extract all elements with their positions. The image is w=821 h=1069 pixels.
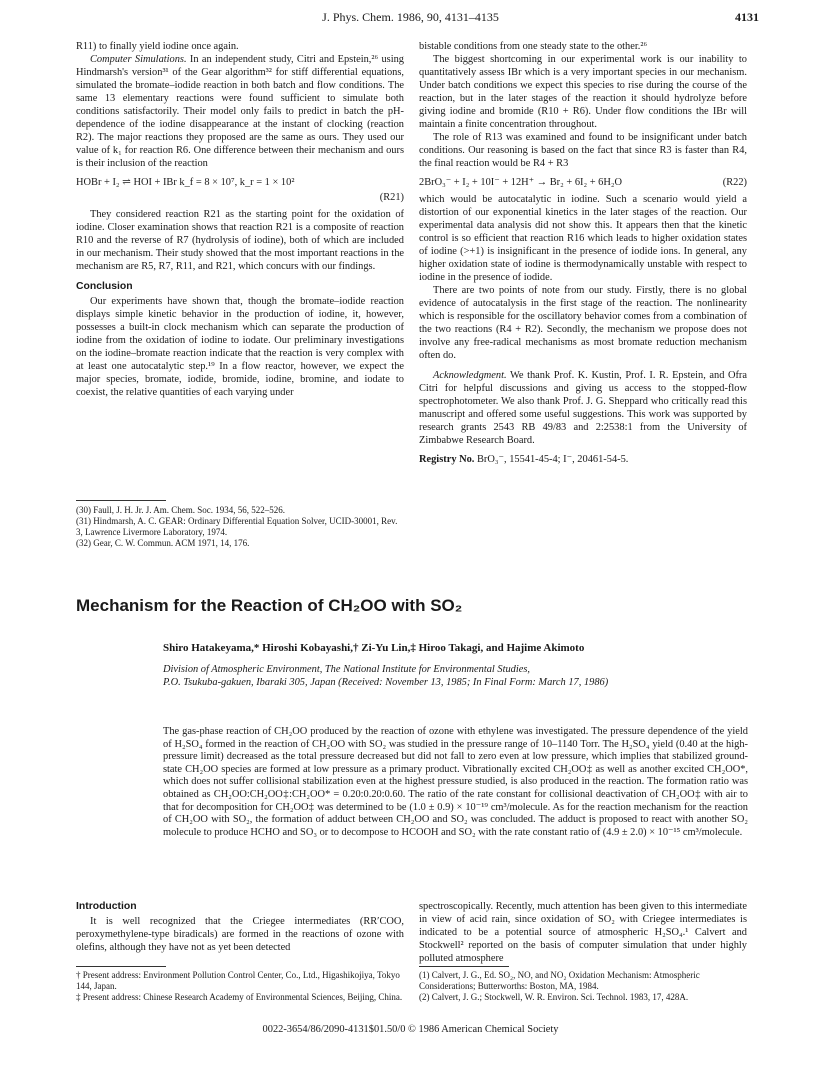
registry-label: Registry No. <box>419 454 475 465</box>
footnotes <box>76 966 404 1003</box>
divider <box>76 966 166 967</box>
paragraph: Our experiments have shown that, though the bromate–iodide reaction displays simple kinetic behavior in the production of iodine, it, however, possesses a built-in clock mechanism which can separate the production of iodine from the oxidation of iodine to iodate. Our preliminary investigations on the iodine–bromate reaction indicate that the reaction is very complex with at least one autocatalytic step.¹⁹ In a flow reactor, however, we expect the major species, bromate, iodide, bromide, iodine, bromine, and iodate to coexist, the relative quantities of each varying under <box>76 296 404 398</box>
section-heading: Conclusion <box>76 281 133 292</box>
introduction-references <box>419 966 747 1003</box>
equation-label: (R21) <box>379 192 404 203</box>
registry-numbers <box>419 453 747 466</box>
reference: (30) Faull, J. H. Jr. J. Am. Chem. Soc. 1934, 56, 522–526. <box>76 505 286 515</box>
paragraph: spectroscopically. Recently, much attention has been given to this intermediate in view of acid rain, since oxidation of SO₂ with Criegee intermediates is indicated to be a potential source of atmospheric H₂SO₄.¹ Calvert and Stockwell² reported on the basis of computer simulation that under highly polluted atmosphere <box>419 901 747 964</box>
paragraph: which would be autocatalytic in iodine. Such a scenario would yield a distortion of our exponential kinetics in the later stages of the reaction. Our experimental data analysis did not show this. It appears then that the kinetic control is so efficient that reaction R16 which leads to higher oxidation states of iodine (>+1) is insignificant in the presence of iodide ions. In general, any higher oxidation state of iodine is thermodynamically unstable with respect to iodine in the presence of iodide. <box>419 194 747 283</box>
references-block <box>76 500 404 549</box>
paragraph: The role of R13 was examined and found to be insignificant under batch conditions. Our reasoning is based on the fact that since R3 is faster than R4, the final reaction would be R4 + R3 <box>419 132 747 169</box>
section-heading: Introduction <box>76 901 137 912</box>
paragraph-text: We thank Prof. K. Kustin, Prof. I. R. Epstein, and Ofra Citri for helpful discussions and giving us access to the stopped-flow spectrophotometer. We also thank Prof. J. G. Sheppard who critically read this manuscript and offered some useful suggestions. This work was supported by research grants 2543 RB 49/83 and 2:2538:1 from the University of Zimbabwe Research Board. <box>419 370 747 446</box>
left-column <box>76 40 404 399</box>
abstract: The gas-phase reaction of CH₂OO produced by the reaction of ozone with ethylene was investigated. The pressure dependence of the yield of H₂SO₄ formed in the reaction of CH₂OO with SO₂ was studied in the pressure range of 10–1140 Torr. The H₂SO₄ yield (0.40 at the high-pressure limit) decreased as the total pressure decreased but did not fall to zero even at low pressure, which implies that stabilized ground-state CH₂OO species are formed at low pressure as a primary product. Vibrationally excited CH₂OO‡ as well as another excited CH₂OO*, which does not suffer collisional stabilization even at the highest pressure studied, is also produced in the reaction. The formation ratio was obtained as CH₂OO:CH₂OO‡:CH₂OO* = 0.20:0.20:0.60. The ratio of the rate constant for collisional deactivation of CH₂OO‡ with air to that for decomposition for CH₂OO‡ was determined to be (1.0 ± 0.9) × 10⁻¹⁹ cm³/molecule. As for the reaction mechanism for the reaction of CH₂OO with SO₂, the formation of adduct between CH₂OO and SO₂ was concluded. The adduct is proposed to react with another SO₂ molecule to produce HCHO and SO₃ or to decompose to HCOOH and SO₂ with the rate constant ratio of (4.9 ± 2.0) × 10⁻¹⁵ cm³/molecule. <box>163 726 748 838</box>
paragraph: R11) to finally yield iodine once again. <box>76 41 239 52</box>
run-in-heading: Acknowledgment. <box>433 370 507 381</box>
divider <box>76 500 166 501</box>
divider <box>419 966 509 967</box>
paragraph: It is well recognized that the Criegee intermediates (RR′COO, peroxymethylene-type biradicals) are formed in the reactions of ozone with olefins, although they have not as yet been detected <box>76 916 404 953</box>
equation-r22 <box>419 176 747 189</box>
copyright-line: 0022-3654/86/2090-4131$01.50/0 © 1986 American Chemical Society <box>262 1024 559 1035</box>
paragraph: They considered reaction R21 as the starting point for the oxidation of iodine. Closer examination shows that reaction R21 is a composite of reaction R10 and the reverse of R7 (hydrolysis of iodine), both of which are included in our mechanism. Their study showed that the most important reactions in the mechanism are R5, R7, R11, and R21, which concurs with our findings. <box>76 209 404 272</box>
page-number: 4131 <box>735 10 759 24</box>
paragraph-text: In an independent study, Citri and Epstein,²⁶ using Hindmarsh's version³¹ of the Gear algorithm³² for stiff differential equations, simulated the bromate–iodide reaction in both batch and flow conditions. The same 13 elementary reactions were found sufficient to simulate both conditions satisfactorily. Their model only fails to predict in batch the pH-dependence of the iodine disappearance at the instant of clocking (reaction R2). The major reactions they proposed are the same as ours. They used our value of k₁ for reaction R6. One difference between their mechanism and ours is their inclusion of the reaction <box>76 54 404 169</box>
registry-text: BrO₃⁻, 15541-45-4; I⁻, 20461-54-5. <box>474 454 629 465</box>
right-column <box>419 40 747 466</box>
reference: (32) Gear, C. W. Commun. ACM 1971, 14, 176. <box>76 538 250 548</box>
paragraph: The biggest shortcoming in our experimental work is our inability to quantitatively assess IBr which is a very important species in our mechanism. Under batch conditions we expect this species to rise during the course of the reaction, but in the later stages of the reaction it should hydrolyze before giving iodine and bromide (R10 + R6). Under flow conditions the IBr will maintain a finite concentration throughout. <box>419 54 747 130</box>
equation-label: (R22) <box>722 177 747 188</box>
author-list: Shiro Hatakeyama,* Hiroshi Kobayashi,† Zi-Yu Lin,‡ Hiroo Takagi, and Hajime Akimoto <box>163 642 585 654</box>
affiliation-line: Division of Atmospheric Environment, The National Institute for Environmental Studies, <box>163 664 531 675</box>
run-in-heading: Computer Simulations. <box>90 54 187 65</box>
article-title: Mechanism for the Reaction of CH₂OO with SO₂ <box>76 596 463 615</box>
affiliation <box>163 663 763 689</box>
affiliation-line: P.O. Tsukuba-gakuen, Ibaraki 305, Japan (Received: November 13, 1985; In Final Form: March 17, 1986) <box>163 677 609 688</box>
running-header <box>0 8 821 28</box>
paragraph: bistable conditions from one steady state to the other.²⁶ <box>419 41 648 52</box>
equation-r21 <box>76 176 404 189</box>
footnote: ‡ Present address: Chinese Research Academy of Environmental Sciences, Beijing, China. <box>76 992 403 1002</box>
paragraph: There are two points of note from our study. Firstly, there is no global evidence of autocatalysis in the first stage of the reaction. The nonlinearity which is responsible for the oscillatory behavior comes from a combination of the two reactions (R4 + R2). Secondly, the mechanism we propose does not involve any free-radical mechanisms as most bromate reduction mechanism often do. <box>419 285 747 361</box>
footnote: † Present address: Environment Pollution Control Center, Co., Ltd., Higashikojiya, Tokyo 144, Japan. <box>76 970 400 991</box>
equation-text: 2BrO₃⁻ + I₂ + 10I⁻ + 12H⁺ → Br₂ + 6I₂ + 6H₂O <box>419 177 622 188</box>
acknowledgment <box>419 369 747 447</box>
journal-reference: J. Phys. Chem. 1986, 90, 4131–4135 <box>322 10 499 24</box>
equation-text: HOBr + I₂ ⇌ HOI + IBr k_f = 8 × 10⁷, k_r = 1 × 10² <box>76 177 295 188</box>
paragraph <box>76 53 404 170</box>
reference: (2) Calvert, J. G.; Stockwell, W. R. Environ. Sci. Technol. 1983, 17, 428A. <box>419 992 689 1002</box>
introduction-right <box>419 900 747 965</box>
introduction-left <box>76 900 404 954</box>
reference: (1) Calvert, J. G., Ed. SO₂, NO, and NO₂ Oxidation Mechanism: Atmospheric Considerations; Butterworths: Boston, MA, 1984. <box>419 970 700 991</box>
reference: (31) Hindmarsh, A. C. GEAR: Ordinary Differential Equation Solver, UCID-30001, Rev. 3, Lawrence Livermore Laboratory, 1974. <box>76 516 398 537</box>
